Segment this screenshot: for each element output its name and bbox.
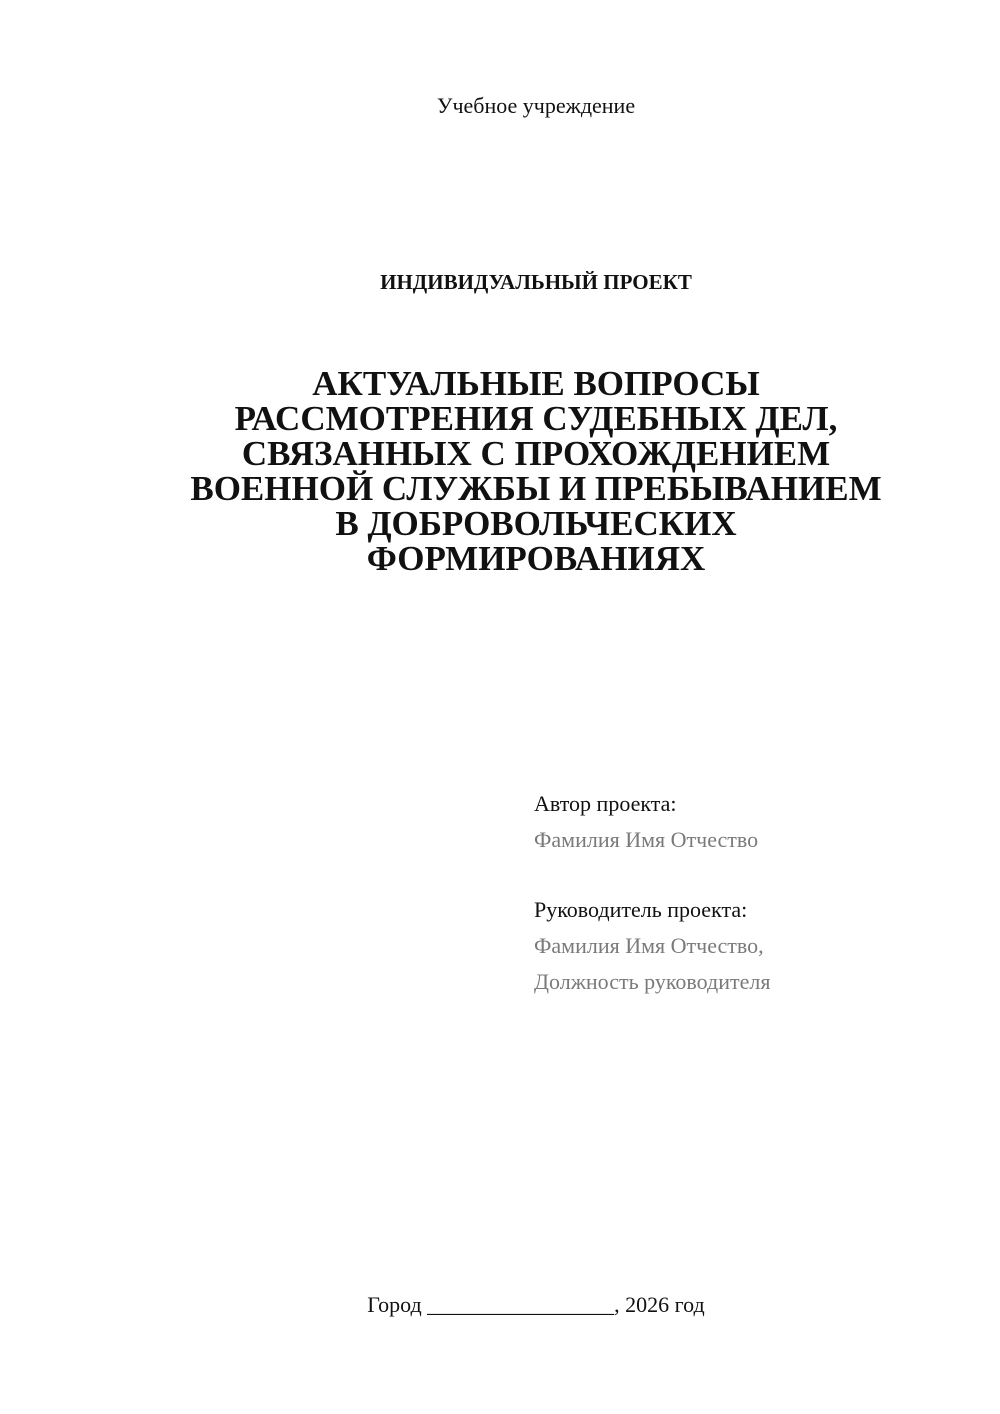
- city-year-line: Город _________________, 2026 год: [367, 1292, 705, 1317]
- project-title-line: ФОРМИРОВАНИЯХ: [366, 539, 706, 578]
- supervisor-label: Руководитель проекта:: [534, 897, 748, 922]
- author-label: Автор проекта:: [534, 791, 677, 816]
- project-title-line: В ДОБРОВОЛЬЧЕСКИХ: [335, 504, 737, 543]
- institution-name: Учебное учреждение: [436, 93, 636, 118]
- project-title: [90, 366, 982, 576]
- author-name: Фамилия Имя Отчество: [534, 827, 759, 852]
- project-title-line: АКТУАЛЬНЫЕ ВОПРОСЫ: [312, 364, 760, 403]
- author-block: [534, 786, 974, 858]
- supervisor-name: Фамилия Имя Отчество,: [534, 933, 764, 958]
- project-title-line: СВЯЗАННЫХ С ПРОХОЖДЕНИЕМ: [241, 434, 831, 473]
- project-title-line: ВОЕННОЙ СЛУЖБЫ И ПРЕБЫВАНИЕМ: [190, 469, 882, 508]
- supervisor-position: Должность руководителя: [534, 969, 771, 994]
- supervisor-block: [534, 892, 974, 1000]
- project-title-line: РАССМОТРЕНИЯ СУДЕБНЫХ ДЕЛ,: [234, 399, 838, 438]
- project-type-heading: ИНДИВИДУАЛЬНЫЙ ПРОЕКТ: [380, 270, 692, 294]
